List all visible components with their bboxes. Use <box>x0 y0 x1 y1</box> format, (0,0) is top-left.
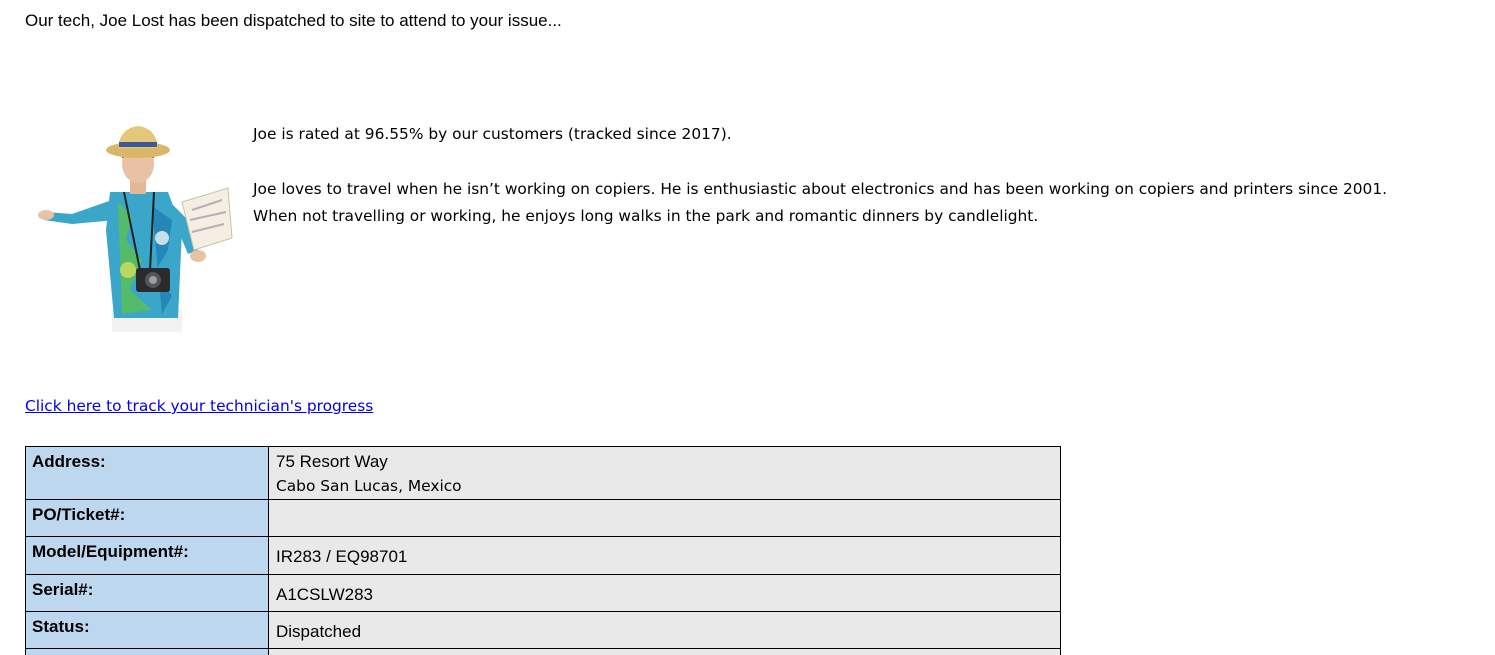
status-label: Status: <box>26 612 269 649</box>
address-line-1: 75 Resort Way <box>276 452 388 471</box>
service-details-table <box>25 446 1061 655</box>
status-value: Dispatched <box>269 612 1061 649</box>
table-row-value-cell <box>269 649 1061 655</box>
table-row <box>26 447 1061 500</box>
serial-label: Serial#: <box>26 575 269 612</box>
address-value <box>269 447 1061 500</box>
table-row <box>26 612 1061 649</box>
model-equipment-value: IR283 / EQ98701 <box>269 537 1061 575</box>
table-row <box>26 537 1061 575</box>
po-ticket-label: PO/Ticket#: <box>26 500 269 537</box>
bio-line-2: When not travelling or working, he enjoys long walks in the park and romantic dinners by candlelight. <box>253 207 1039 225</box>
dispatch-intro: Our tech, Joe Lost has been dispatched to site to attend to your issue... <box>25 11 562 30</box>
bio-line-1: Joe loves to travel when he isn’t working on copiers. He is enthusiastic about electronics and has been working on copiers and printers since 2001. <box>253 180 1388 198</box>
po-ticket-value <box>269 500 1061 537</box>
table-row <box>26 575 1061 612</box>
technician-photo <box>32 120 238 332</box>
technician-rating: Joe is rated at 96.55% by our customers (tracked since 2017). <box>253 125 732 143</box>
model-equipment-label: Model/Equipment#: <box>26 537 269 575</box>
address-label: Address: <box>26 447 269 500</box>
address-line-2: Cabo San Lucas, Mexico <box>276 477 462 495</box>
track-technician-link[interactable]: Click here to track your technician's progress <box>25 397 374 415</box>
table-row-label-cell <box>26 649 269 655</box>
technician-bio <box>253 121 1483 230</box>
table-row <box>26 500 1061 537</box>
serial-value: A1CSLW283 <box>269 575 1061 612</box>
table-row <box>26 649 1061 655</box>
